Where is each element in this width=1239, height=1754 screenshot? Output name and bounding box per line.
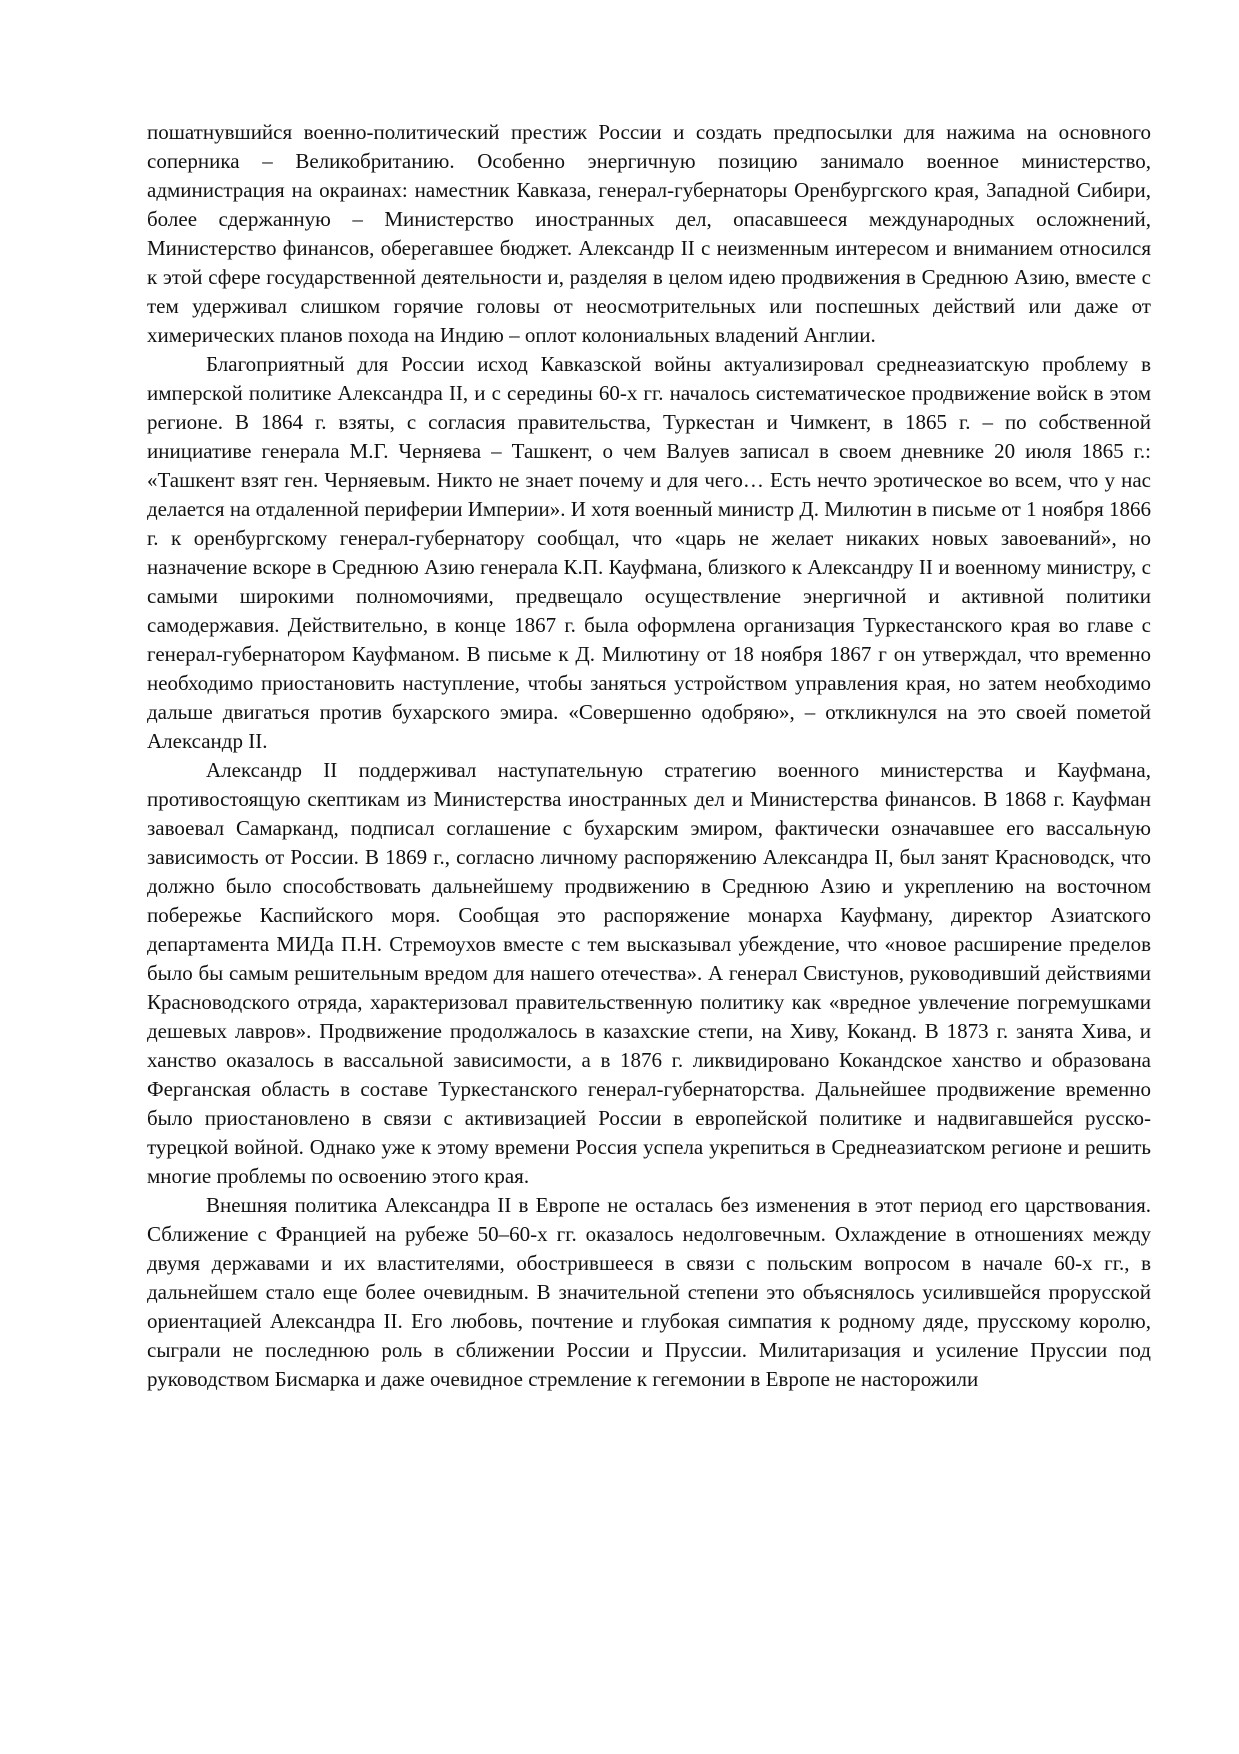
paragraph-continuation: пошатнувшийся военно-политический престиж России и создать предпосылки для нажима на основного соперника – Великобританию. Особенно энергичную позицию занимало военное министерство, администрация на окраинах: наместник Кавказа, генерал-губернаторы Оренбургского края, Западной Сибири, более сдержанную – Министерство иностранных дел, опасавшееся международных осложнений, Министерство финансов, оберегавшее бюджет. Александр II с неизменным интересом и вниманием относился к этой сфере государственной деятельности и, разделяя в целом идею продвижения в Среднюю Азию, вместе с тем удерживал слишком горячие головы от неосмотрительных или поспешных действий или даже от химерических планов похода на Индию – оплот колониальных владений Англии.	[147, 120, 1151, 347]
document-page	[147, 118, 1151, 1394]
paragraph-central-asia: Благоприятный для России исход Кавказской войны актуализировал среднеазиатскую проблему в имперской политике Александра II, и с середины 60-х гг. началось систематическое продвижение войск в этом регионе. В 1864 г. взяты, с согласия правительства, Туркестан и Чимкент, в 1865 г. – по собственной инициативе генерала М.Г. Черняева – Ташкент, о чем Валуев записал в своем дневнике 20 июля 1865 г.: «Ташкент взят ген. Черняевым. Никто не знает почему и для чего… Есть нечто эротическое во всем, что у нас делается на отдаленной периферии Империи». И хотя военный министр Д. Милютин в письме от 1 ноября 1866 г. к оренбургскому генерал-губернатору сообщал, что «царь не желает никаких новых завоеваний», но назначение вскоре в Среднюю Азию генерала К.П. Кауфмана, близкого к Александру II и военному министру, с самыми широкими полномочиями, предвещало осуществление энергичной и активной политики самодержавия. Действительно, в конце 1867 г. была оформлена организация Туркестанского края во главе с генерал-губернатором Кауфманом. В письме к Д. Милютину от 18 ноября 1867 г он утверждал, что временно необходимо приостановить наступление, чтобы заняться устройством управления края, но затем необходимо дальше двигаться против бухарского эмира. «Совершенно одобряю», – откликнулся на это своей пометой Александр II.	[147, 352, 1151, 753]
paragraph-offensive-strategy: Александр II поддерживал наступательную стратегию военного министерства и Кауфмана, противостоящую скептикам из Министерства иностранных дел и Министерства финансов. В 1868 г. Кауфман завоевал Самарканд, подписал соглашение с бухарским эмиром, фактически означавшее его вассальную зависимость от России. В 1869 г., согласно личному распоряжению Александра II, был занят Красноводск, что должно было способствовать дальнейшему продвижению в Среднюю Азию и укреплению на восточном побережье Каспийского моря. Сообщая это распоряжение монарха Кауфману, директор Азиатского департамента МИДа П.Н. Стремоухов вместе с тем высказывал убеждение, что «новое расширение пределов было бы самым решительным вредом для нашего отечества». А генерал Свистунов, руководивший действиями Красноводского отряда, характеризовал правительственную политику как «вредное увлечение погремушками дешевых лавров». Продвижение продолжалось в казахские степи, на Хиву, Коканд. В 1873 г. занята Хива, и ханство оказалось в вассальной зависимости, а в 1876 г. ликвидировано Кокандское ханство и образована Ферганская область в составе Туркестанского генерал-губернаторства. Дальнейшее продвижение временно было приостановлено в связи с активизацией России в европейской политике и надвигавшейся русско-турецкой войной. Однако уже к этому времени Россия успела укрепиться в Среднеазиатском регионе и решить многие проблемы по освоению этого края.	[147, 758, 1151, 1188]
paragraph-european-policy: Внешняя политика Александра II в Европе не осталась без изменения в этот период его царствования. Сближение с Францией на рубеже 50–60-х гг. оказалось недолговечным. Охлаждение в отношениях между двумя державами и их властителями, обострившееся в связи с польским вопросом в начале 60-х гг., в дальнейшем стало еще более очевидным. В значительной степени это объяснялось усилившейся прорусской ориентацией Александра II. Его любовь, почтение и глубокая симпатия к родному дяде, прусскому королю, сыграли не последнюю роль в сближении России и Пруссии. Милитаризация и усиление Пруссии под руководством Бисмарка и даже очевидное стремление к гегемонии в Европе не насторожили	[147, 1193, 1151, 1391]
